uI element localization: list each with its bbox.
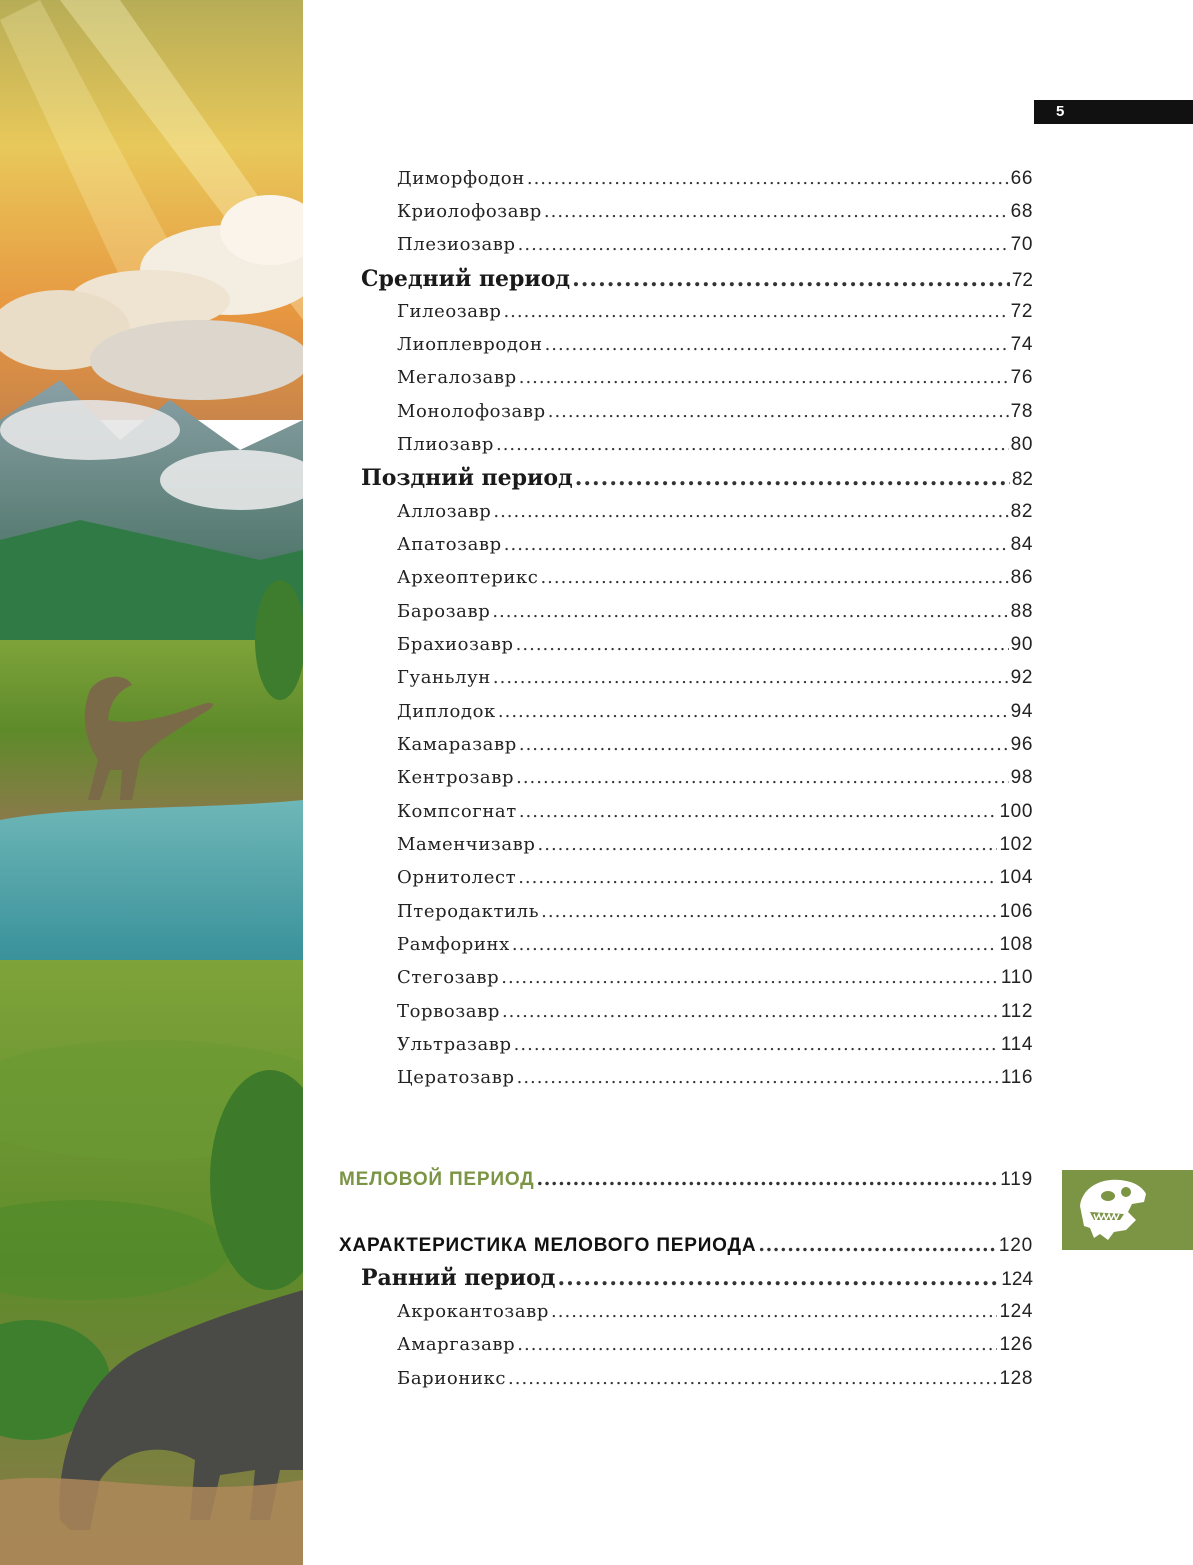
toc-entry[interactable]: Амаргазавр ..... 126: [397, 1334, 1033, 1356]
toc-entry[interactable]: Монолофозавр ..... 78: [397, 401, 1033, 423]
toc-entry[interactable]: Гуаньлун ..... 92: [397, 667, 1033, 689]
toc-entry[interactable]: Лиоплевродон ..... 74: [397, 334, 1033, 356]
toc-entry[interactable]: Барозавр ..... 88: [397, 601, 1033, 623]
toc-entry[interactable]: Торвозавр ..... 112: [397, 1001, 1033, 1023]
toc-entry[interactable]: Рамфоринх ..... 108: [397, 934, 1033, 956]
toc-entry[interactable]: Аллозавр ..... 82: [397, 501, 1033, 523]
toc-entry[interactable]: Мегалозавр ..... 76: [397, 367, 1033, 389]
toc-entry[interactable]: Орнитолест ..... 104: [397, 867, 1033, 889]
toc-entry[interactable]: Гилеозавр ..... 72: [397, 301, 1033, 323]
toc-entry[interactable]: Археоптерикс ..... 86: [397, 567, 1033, 589]
toc-entry[interactable]: Криолофозавр ..... 68: [397, 201, 1033, 223]
toc-section-early-cretaceous[interactable]: Ранний период ..... 124: [361, 1265, 1033, 1291]
toc-entry[interactable]: Плиозавр ..... 80: [397, 434, 1033, 456]
toc-chapter-cretaceous-characteristics[interactable]: ХАРАКТЕРИСТИКА МЕЛОВОГО ПЕРИОДА ..... 120: [339, 1234, 1033, 1257]
toc-section-middle-jurassic[interactable]: Средний период ..... 72: [361, 266, 1033, 292]
toc-entry[interactable]: Плезиозавр ..... 70: [397, 234, 1033, 256]
toc-entry[interactable]: Кентрозавр ..... 98: [397, 767, 1033, 789]
toc-section-late-jurassic[interactable]: Поздний период ..... 82: [361, 465, 1033, 491]
toc-entry[interactable]: Диплодок ..... 94: [397, 701, 1033, 723]
toc-entry[interactable]: Ультразавр ..... 114: [397, 1034, 1033, 1056]
toc-chapter-cretaceous[interactable]: МЕЛОВОЙ ПЕРИОД ..... 119: [339, 1168, 1033, 1191]
toc-entry[interactable]: Акрокантозавр ..... 124: [397, 1301, 1033, 1323]
toc-entry[interactable]: Маменчизавр ..... 102: [397, 834, 1033, 856]
page-number: 5: [1056, 103, 1065, 120]
toc-entry[interactable]: Стегозавр ..... 110: [397, 967, 1033, 989]
toc-entry[interactable]: Птеродактиль ..... 106: [397, 901, 1033, 923]
toc-entry[interactable]: Камаразавр ..... 96: [397, 734, 1033, 756]
toc-entry[interactable]: Барионикс ..... 128: [397, 1368, 1033, 1390]
toc-entry[interactable]: Брахиозавр ..... 90: [397, 634, 1033, 656]
toc-entry[interactable]: Цератозавр ..... 116: [397, 1067, 1033, 1089]
toc-entry[interactable]: Компсогнат ..... 100: [397, 801, 1033, 823]
toc-entry[interactable]: Диморфодон ..... 66: [397, 168, 1033, 190]
toc-entry[interactable]: Апатозавр ..... 84: [397, 534, 1033, 556]
